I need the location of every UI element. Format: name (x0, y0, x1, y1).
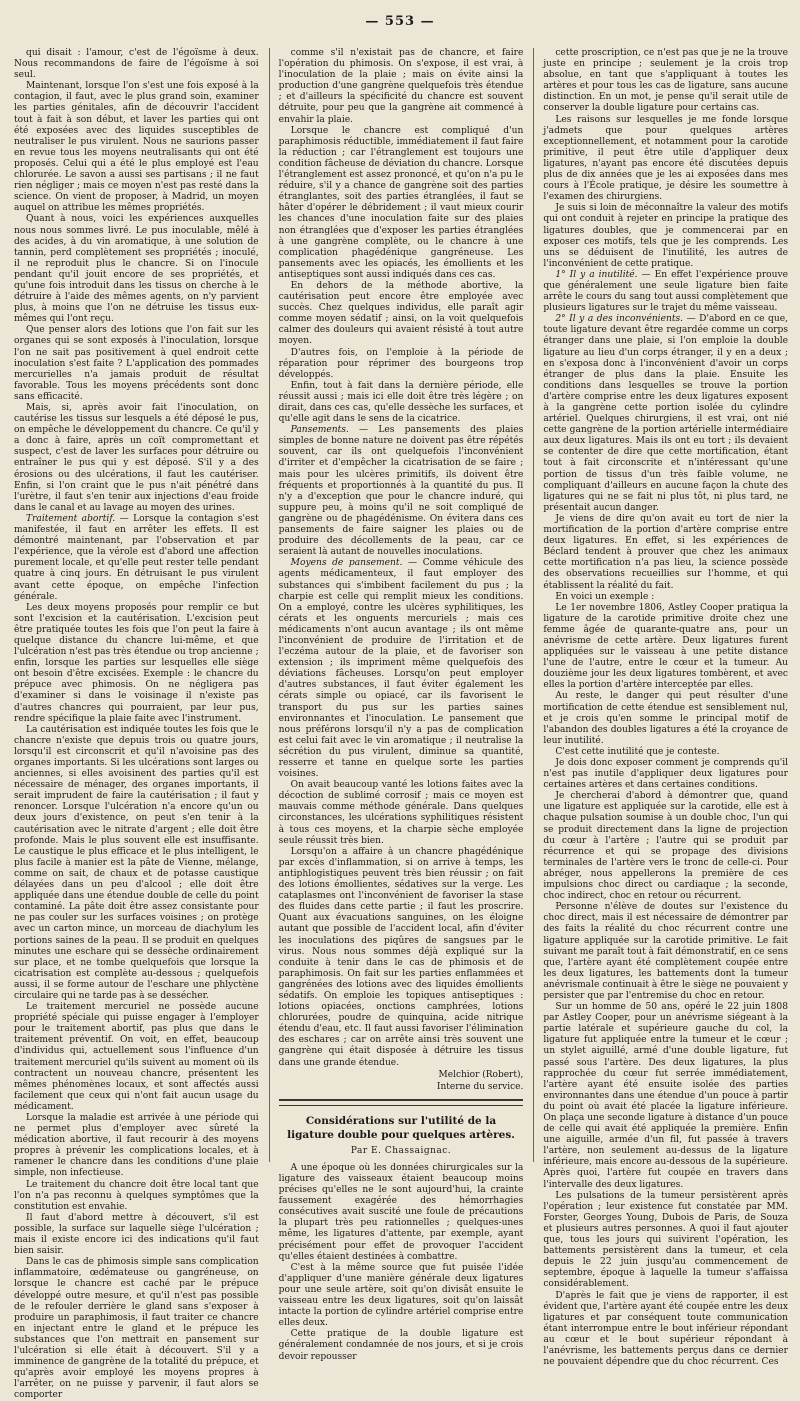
paragraph: Le traitement du chancre doit être local tant que l'on n'a pas reconnu à quelques symptômes que la constitution est envahie. (14, 1179, 259, 1212)
paragraph (279, 558, 524, 780)
section-title-moyens: Moyens de pansement. (290, 558, 403, 569)
paragraph-text: — En effet l'expérience prouve que généralement une seule ligature bien faite arrête le cours du sang tout aussi complètement que plusieurs ligatures sur le trajet du même vaisseau. (543, 269, 789, 314)
paragraph (279, 425, 524, 558)
column-1 (14, 48, 259, 1401)
paragraph: Lorsqu'on a affaire à un chancre phagédénique par excès d'inflammation, si on arrive à temps, les antiphlogistiques peuvent très bien réussir ; on fait des lotions émollientes, sédatives sur la verge. Les cataplasmes ont l'inconvénient de favoriser la stase des fluides dans cette partie ; il faut les proscrire. Quant aux évacuations sanguines, on les éloigne autant que possible de l'accident local, afin d'éviter les inoculations des piqûres de sangsues par le virus. Nous nous sommes déjà expliqué sur la conduite à tenir dans le cas de phimosis et de paraphimosis. On fait sur les parties enflammées et gangrénées des lotions avec des liquides émollients sédatifs. On emploie les topiques antiseptiques : lotions opiacées, onctions camphrées, lotions chlorurées, poudre de quinquina, acide nitrique étendu d'eau, etc. Il faut aussi favoriser l'élimination des eschares ; car on arrête ainsi très souvent une gangrène qui était disposée à détruire les tissus dans une grande étendue. (278, 846, 524, 1068)
paragraph: comme s'il n'existait pas de chancre, et faire l'opération du phimosis. On s'expose, il est vrai, à l'inoculation de la plaie ; mais on évite ainsi la production d'une gangrène quelquefois très étendue ; et d'ailleurs la spécificité du chancre est souvent détruite, pour peu que la gangrène ait commencé à envahir la plaie. (278, 48, 524, 125)
columns (14, 48, 789, 1401)
paragraph: Je suis si loin de méconnaître la valeur des motifs qui ont conduit à rejeter en principe la pratique des ligatures doubles, que je commencerai par en exposer ces motifs, tels que je les comprends. Les uns se déduisent de l'inutilité, les autres de l'inconvénient de cette pratique. (543, 203, 789, 269)
signature-role: Interne du service. (436, 1081, 524, 1092)
paragraph-text: — Lorsque la contagion s'est manifestée, il faut en arrêter les effets. Il est démontré maintenant, par l'observation et par l'expérience, que la vérole est d'abord une affection purement locale, et qu'elle peut rester telle pendant quatre à cinq jours. En détruisant le pus virulent avant cette époque, on empêche l'infection générale. (14, 513, 259, 602)
paragraph: Le traitement mercuriel ne possède aucune propriété spéciale qui puisse engager à l'employer pour le traitement abortif, pas plus que dans le traitement préventif. On voit, en effet, beaucoup d'individus qui, actuellement sous l'influence d'un traitement mercuriel qu'ils suivent au moment où ils contractent un nouveau chancre, présentent les mêmes phénomènes locaux, et sont affectés aussi facilement que ceux qui n'ont fait aucun usage du médicament. (14, 1002, 259, 1112)
paragraph: qui disait : l'amour, c'est de l'égoïsme à deux. Nous recommandons de faire de l'égoïsme à soi seul. (14, 48, 259, 81)
paragraph-text: — Comme véhicule des agents médicamenteux, il faut employer des substances qui s'imbibent facilement du pus ; la charpie est celle qui remplit mieux les conditions. On a employé, contre les ulcères syphilitiques, les cérats et les onguents mercuriels ; mais ces médicaments n'ont aucun avantage ; ils ont même l'inconvénient de produire de l'irritation et de l'eczéma autour de la plaie, et de favoriser son extension ; ils impriment même quelquefois des déviations fâcheuses. Lorsqu'on peut employer d'autres substances, il faut éviter également les cérats simple ou opiacé, car ils favorisent le transport du pus sur les parties saines environnantes et l'inoculation. Le pansement que nous préférons lorsqu'il n'y a pas de complication est celui fait avec le vin aromatique ; il neutralise la sécrétion du pus virulent, diminue sa quantité, resserre et tanne en quelque sorte les parties voisines. (278, 558, 524, 780)
paragraph (14, 514, 259, 603)
column-3 (533, 48, 789, 1368)
paragraph: Dans le cas de phimosis simple sans complication inflammatoire, œdémateuse ou gangréneuse, on lorsque le chancre est caché par le prépuce développé outre mesure, et qu'il n'est pas possible de le refouler derrière le gland sans s'exposer à produire un paraphimosis, il faut traiter ce chancre en injectant entre le gland et le prépuce les substances que l'on mettrait en pansement sur l'ulcération si elle était à découvert. S'il y a imminence de gangrène de la totalité du prépuce, et qu'après avoir employé les moyens propres à l'arrêter, on ne puisse y parvenir, il faut alors se comporter (14, 1257, 259, 1401)
paragraph: Enfin, tout à fait dans la dernière période, elle réussit aussi ; mais ici elle doit être très légère ; on dirait, dans ces cas, qu'elle dessèche les surfaces, et qu'elle agit dans le sens de la cicatrice. (278, 380, 524, 425)
paragraph: Je dois donc exposer comment je comprends qu'il n'est pas inutile d'appliquer deux ligatures pour certaines artères et dans certaines conditions. (543, 758, 789, 791)
item-label: 2° Il y a des inconvénients. (555, 314, 684, 325)
paragraph: C'est à la même source que fut puisée l'idée d'appliquer d'une manière générale deux ligatures pour une seule artère, soit qu'on divisât ensuite le vaisseau entre les deux ligatures, soit qu'on laissât intacte la portion de cylindre artériel comprise entre elles deux. (278, 1262, 524, 1329)
paragraph: En voici un exemple : (555, 591, 655, 602)
paragraph: On avait beaucoup vanté les lotions faites avec la décoction de sublimé corrosif ; mais ce moyen est mauvais comme méthode générale. Dans quelques circonstances, les ulcérations syphilitiques résistent à tous ces moyens, et la charpie sèche employée seule réussit très bien. (278, 780, 524, 846)
paragraph: Personne n'élève de doutes sur l'existence du choc direct, mais il est nécessaire de démontrer par des faits la réalité du choc récurrent contre une ligature appliquée sur la carotide primitive. Le fait suivant me paraît tout à fait démonstratif, en ce sens que, l'artère ayant été complètement coupée entre les deux ligatures, les battements dont la tumeur anévrismale continuait à être le siège ne pouvaient y persister que par l'entremise du choc en retour. (543, 902, 789, 1001)
paragraph: En dehors de la méthode abortive, la cautérisation peut encore être employée avec succès. Chez quelques individus, elle paraît agir comme moyen sédatif ; ainsi, on la voit quelquefois calmer des douleurs qui avaient résisté à tout autre moyen. (278, 280, 524, 347)
paragraph: Que penser alors des lotions que l'on fait sur les organes qui se sont exposés à l'inoculation, lorsque l'on ne sait pas positivement à quel endroit cette inoculation s'est faite ? L'application des pommades mercurielles n'a jamais produit de résultat favorable. Tous les moyens précédents sont donc sans efficacité. (14, 325, 259, 402)
column-2 (269, 48, 524, 1362)
paragraph: Lorsque le chancre est compliqué d'un paraphimosis réductible, immédiatement il faut faire la réduction ; car l'étranglement est toujours une condition fâcheuse de déviation du chancre. Lorsque l'étranglement est assez prononcé, et qu'on n'a pu le réduire, s'il y a chance de gangrène soit des parties étranglantes, soit des parties étranglées, il faut se hâter d'opérer le débridement ; il vaut mieux courir les chances d'une inoculation faite sur des plaies non étranglées que d'exposer les parties étranglées à une gangrène complète, ou le chancre à une complication phagédénique gangréneuse. Les pansements avec les opiacés, les émollients et les antiseptiques sont aussi indiqués dans ces cas. (278, 125, 524, 280)
paragraph: Cette pratique de la double ligature est généralement condamnée de nos jours, et si je crois devoir repousser (278, 1329, 524, 1362)
paragraph: Sur un homme de 50 ans, opéré le 22 juin 1808 par Astley Cooper, pour un anévrisme siégeant à la partie latérale et supérieure gauche du col, la ligature fut appliquée entre la tumeur et le cœur ; un stylet aiguillé, armé d'une double ligature, fut passé sous l'artère. Des deux ligatures, la plus rapprochée du cœur fut serrée immédiatement, l'artère ayant été ensuite isolée des parties environnantes dans une étendue d'un pouce à partir du point où avait été placée la ligature inférieure. On plaça une seconde ligature à distance d'un pouce de celle qui avait été appliquée la première. Enfin une aiguille, armée d'un fil, fut passée à travers l'artère, non seulement au-dessus de la ligature inférieure, mais encore au-dessous de la supérieure. Après quoi, l'artère fut coupée en travers dans l'intervalle des deux ligatures. (543, 1002, 789, 1190)
paragraph: C'est cette inutilité que je conteste. (555, 746, 720, 757)
paragraph: Il faut d'abord mettre à découvert, s'il est possible, la surface sur laquelle siège l'ulcération ; mais il existe encore ici des indications qu'il faut bien saisir. (14, 1212, 259, 1257)
paragraph-text: — D'abord en ce que, toute ligature devant être regardée comme un corps étranger dans une plaie, si l'on emploie la double ligature au lieu d'un corps étranger, il y en a deux ; en s'exposa donc à l'inconvénient d'avoir un corps étranger de plus dans la plaie. Ensuite les conditions dans lesquelles se trouve la portion d'artère comprise entre les deux ligatures exposent à la gangrène cette portion isolée du cylindre artériel. Quelques chirurgiens, il est vrai, ont nié cette gangrène de la portion artérielle intermédiaire aux deux ligatures. Mais ils ont eu tort ; ils devaient se contenter de dire que cette mortification, étant tout à fait circonscrite et n'intéressant qu'une portion de tissus d'un très faible volume, ne compliquant d'ailleurs en aucune façon la chute des ligatures qui ne se fait ni plus tôt, ni plus tard, ne présentait aucun danger. (543, 314, 789, 513)
paragraph: Quant à nous, voici les expériences auxquelles nous nous sommes livré. Le pus inoculable, mêlé à des acides, à du vin aromatique, à une solution de tannin, perd complètement ses propriétés ; inoculé, il ne reproduit plus le chancre. Si on l'inocule pendant qu'il jouit encore de ses propriétés, et qu'une fois introduit dans les tissus on cherche à le détruire à l'aide des mêmes agents, on n'y parvient plus, à moins que l'on ne détruise les tissus eux-mêmes qui l'ont reçu. (14, 214, 259, 325)
paragraph: Le 1er novembre 1806, Astley Cooper pratiqua la ligature de la carotide primitive droite chez une femme âgée de quarante-quatre ans, pour un anévrisme de cette artère. Deux ligatures furent appliquées sur le vaisseau à une petite distance l'une de l'autre, entre le cœur et la tumeur. Au douzième jour les deux ligatures tombèrent, et avec elles la portion d'artère interceptée par elles. (543, 602, 789, 691)
paragraph: Les raisons sur lesquelles je me fonde lorsque j'admets que pour quelques artères exceptionnellement, et notamment pour la carotide primitive, il peut être utile d'appliquer deux ligatures, n'ayant pas encore été discutées depuis plus de dix années que je les ai exposées dans mes cours à l'École pratique, je désire les soumettre à l'examen des chirurgiens. (543, 114, 789, 203)
paragraph: D'après le fait que je viens de rapporter, il est évident que, l'artère ayant été coupée entre les deux ligatures et par conséquent toute communication étant interrompue entre le bout inférieur répondant au cœur et le bout supérieur répondant à l'anévrisme, les battements perçus dans ce dernier ne pouvaient dépendre que du choc récurrent. Ces (543, 1290, 789, 1368)
item-label: 1° Il y a inutilité. (555, 269, 638, 280)
paragraph: D'autres fois, on l'emploie à la période de réparation pour réprimer des bourgeons trop développés. (278, 347, 524, 380)
paragraph: Les pulsations de la tumeur persistèrent après l'opération ; leur existence fut constatée par MM. Forster, Georges Young, Dubois de Paris, de Souza et plusieurs autres personnes. A quoi il faut ajouter que, tous les jours qui suivirent l'opération, les battements persistèrent dans la tumeur, et cela depuis le 22 juin jusqu'au commencement de septembre, époque à laquelle la tumeur s'affaissa considérablement. (543, 1190, 789, 1290)
article-title: Considérations sur l'utilité de la ligature double pour quelques artères. (287, 1114, 515, 1141)
paragraph: A une époque où les données chirurgicales sur la ligature des vaisseaux étaient beaucoup moins précises qu'elles ne le sont aujourd'hui, la crainte faussement exagérée des hémorrhagies consécutives avait suscité une foule de précautions la plupart très peu rationnelles ; quelques-unes même, les ligatures d'attente, par exemple, ayant précisément pour effet de provoquer l'accident qu'elles étaient destinées à combattre. (278, 1162, 524, 1262)
paragraph: La cautérisation est indiquée toutes les fois que le chancre n'existe que depuis trois ou quatre jours, lorsqu'il est circonscrit et qu'il n'avoisine pas des organes importants. Si les ulcérations sont larges ou anciennes, si elles avoisinent des parties qu'il est nécessaire de ménager, des organes importants, il serait imprudent de faire la cautérisation ; il faut y renoncer. Lorsque l'ulcération n'a encore qu'un ou deux jours d'existence, on peut s'en tenir à la cautérisation avec le nitrate d'argent ; elle doit être profonde. Mais le plus souvent elle est insuffisante. Le caustique le plus efficace et le plus intelligent, le plus facile à manier est la pâte de Vienne, mélange, comme on sait, de chaux et de potasse caustique délayées dans un peu d'alcool ; elle doit être appliquée dans une étendue double de celle du point contaminé. La pâte doit être assez consistante pour ne pas couler sur les surfaces voisines ; on protège avec un carton mince, un morceau de diachylum les portions saines de la peau. Il se produit en quelques minutes une eschare qui se dessèche ordinairement sur place, et ne tombe quelquefois que lorsque la cicatrisation est complète au-dessous ; quelquefois aussi, il se forme autour de l'eschare une phlyctène circulaire qui ne tarde pas à se dessécher. (14, 724, 259, 1001)
section-title-pansements: Pansements. (290, 425, 349, 436)
page-number: — 553 — (365, 14, 435, 29)
paragraph: Les deux moyens proposés pour remplir ce but sont l'excision et la cautérisation. L'excision peut être pratiquée toutes les fois que l'on peut la faire à quelque distance du chancre lui-même, et que l'ulcération n'est pas très étendue ou trop ancienne ; enfin, lorsque les parties sur lesquelles elle siège ont besoin d'être excisées. Exemple : le chancre du prépuce avec phimosis. On ne négligera pas d'examiner si dans le voisinage il n'existe pas d'autres chancres qui pourraient, par leur pus, rendre spécifique la plaie faite avec l'instrument. (14, 602, 259, 724)
paragraph: cette proscription, ce n'est pas que je ne la trouve juste en principe ; seulement je la crois trop absolue, en tant que s'appliquant à toutes les artères et pour tous les cas de ligature, sans aucune distinction. En un mot, je pense qu'il serait utile de conserver la double ligature pour certains cas. (543, 48, 789, 114)
paragraph: Je viens de dire qu'on avait eu tort de nier la mortification de la portion d'artère comprise entre deux ligatures. En effet, si les expériences de Béclard tendent à prouver que chez les animaux cette mortification n'a pas lieu, la science possède des observations recueillies sur l'homme, et qui établissent la réalité du fait. (543, 513, 789, 591)
paragraph-text: — Les pansements des plaies simples de bonne nature ne doivent pas être répétés souvent, car ils ont quelquefois l'inconvénient d'irriter et d'empêcher la cicatrisation de se faire ; mais pour les ulcères primitifs, ils doivent être fréquents et proportionnés à la quantité du pus. Il n'y a d'exception que pour le chancre induré, qui suppure peu, à moins qu'il ne soit compliqué de gangrène ou de phagédénisme. On évitera dans ces pansements de faire saigner les plaies ou de produire des décollements de la peau, car ce seraient là autant de nouvelles inoculations. (278, 425, 524, 558)
section-separator (279, 1099, 524, 1106)
signature-name: Melchior (Robert), (438, 1069, 524, 1080)
article-byline: Par E. Chassaignac. (350, 1145, 452, 1156)
paragraph: Au reste, le danger qui peut résulter d'une mortification de cette étendue est sensiblement nul, et je crois qu'en somme le principal motif de l'abandon des doubles ligatures a été la croyance de leur inutilité. (543, 691, 789, 746)
paragraph (543, 314, 788, 514)
paragraph: Je chercherai d'abord à démontrer que, quand une ligature est appliquée sur la carotide, elle est à chaque pulsation soumise à un double choc, l'un qui se produit directement dans la ligne de projection du cœur à l'artère ; l'autre qui se produit par récurrence et qui se propage des divisions terminales de l'artère vers le tronc de celle-ci. Pour abréger, nous appellerons la première de ces impulsions choc direct ou cardiaque ; la seconde, choc indirect, choc en retour ou récurrent. (543, 791, 789, 902)
paragraph: Mais, si, après avoir fait l'inoculation, on cautérise les tissus sur lesquels a été déposé le pus, on empêche le développement du chancre. Ce qu'il y a donc à faire, après un coït compromettant et suspect, c'est de laver les surfaces pour détruire ou entraîner le pus qui y est déposé. S'il y a des érosions ou des ulcérations, il faut les cautériser. Enfin, si l'on craint que le pus n'ait pénétré dans l'urètre, il faut s'en tenir aux injections d'eau froide dans le canal et au lavage au moyen des urines. (14, 403, 259, 513)
paragraph (543, 270, 788, 314)
paragraph: Maintenant, lorsque l'on s'est une fois exposé à la contagion, il faut, avec le plus grand soin, examiner les parties génitales, afin de découvrir l'accident tout à fait à son début, et laver les parties qui ont été exposées avec des liquides susceptibles de neutraliser le pus virulent. Nous ne saurions passer en revue tous les moyens neutralisants qui ont été proposés. Celui qui a été le plus employé est l'eau chlorurée. Le savon a aussi ses partisans ; il ne faut rien négliger ; mais ce moyen n'est pas resté dans la science. On vient de proposer, à Madrid, un moyen auquel on attribue les mêmes propriétés. (14, 81, 259, 214)
paragraph: Lorsque la maladie est arrivée à une période qui ne permet plus d'employer avec sûreté la médication abortive, il faut recourir à des moyens propres à prévenir les complications locales, et à ramener le chancre dans les conditions d'une plaie simple, non infectieuse. (14, 1113, 259, 1179)
section-title-traitement: Traitement abortif. (26, 513, 116, 524)
